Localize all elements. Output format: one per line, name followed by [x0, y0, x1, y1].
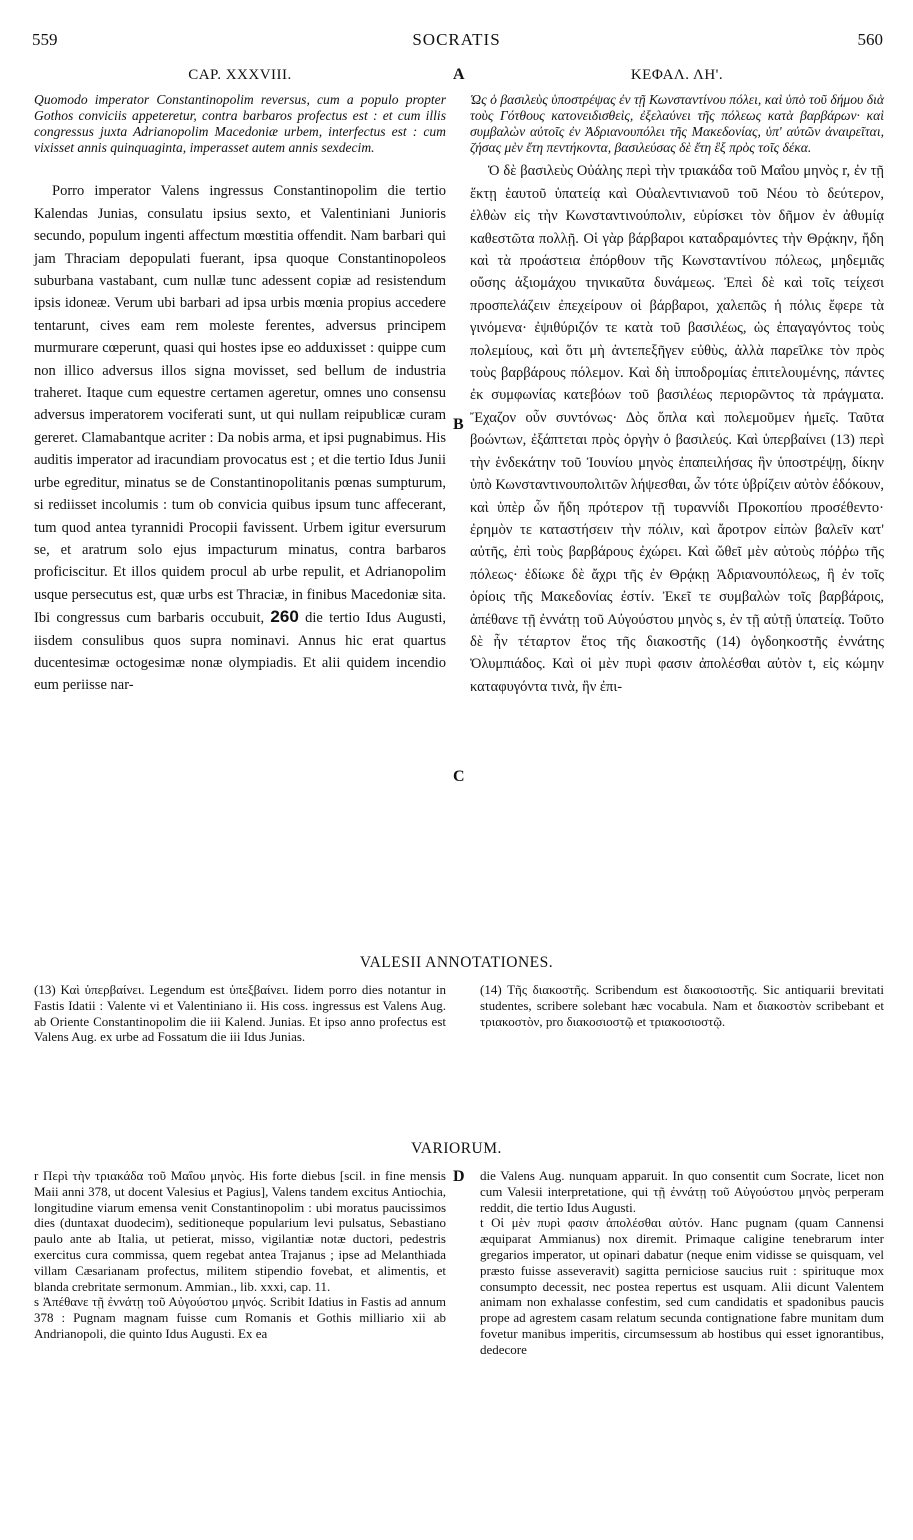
valesii-heading: VALESII ANNOTATIONES.	[359, 954, 554, 971]
variorum-heading: VARIORUM.	[411, 1140, 502, 1157]
latin-chapter-heading: CAP. XXXVIII.	[188, 67, 292, 83]
margin-letter-d: D	[453, 1168, 465, 1185]
latin-body-a: Porro imperator Valens ingressus Constantinopolim die tertio Kalendas Junias, consulatu ipsius sexto, et Valentiniani Junioris secundo, populum ingenti affectum mœstitia offendit. Nam barbari qui jam Thraciam depopulati fuerant, ipsa quoque Constantinopoleos suburbana vastabant, cum nullæ tunc adessent copiæ ad resistendum ipsis idoneæ. Verum ubi barbari ad ipsa urbis mœnia propius accedere tentarunt, cives eam rem moleste ferentes, adversus principem murmurare cœperunt, quasi qui hostes ipse eo adduxisset : quippe cum non illico adversus illos signa movisset, sed bellum de industria traheret. Itaque cum equestre certamen ageretur, omnes uno consensu adversus imperatorem vociferati sunt, ut qui nullam reipublicæ curam gereret. Clamabantque acriter : Da nobis arma, et ipsi pugnabimus. His auditis imperator ad iracundiam provocatus est ; et die tertio Idus Junii urbe egreditur, minatus se de Constantinopolitanis pœnas sumpturum, si rediisset incolumis : tum ob convicia quibus ipsum tunc affecerant, tum quod antea tyrannidi Procopii favissent. Urbem igitur eversurum se, et aratrum solo ejus impacturum minatus, contra barbaros proficiscitur. Et illos quidem procul ab urbe repulit, et Adrianopolim usque persecutus est, quæ urbs est Thraciæ, in finibus Macedoniæ sita. Ibi congressus cum barbaris occubuit,	[34, 183, 446, 627]
valesii-note-14: (14) Τῆς διακοστῆς. Scribendum est διακοσιοστῆς. Sic antiquarii brevitati studentes, scribere solebant hæc vocabula. Nam et διακοστὸν scribebant et τριακοστὸν, pro διακοσιοστῷ et τριακοσιοστῷ.	[480, 982, 884, 1029]
column-number: 260	[270, 607, 299, 627]
page-number-right: 560	[857, 30, 883, 49]
greek-body: Ὁ δὲ βασιλεὺς Οὐάλης περὶ τὴν τριακάδα τοῦ Μαΐου μηνὸς r, ἐν τῇ ἕκτῃ ἑαυτοῦ ὑπατείᾳ καὶ Οὐαλεντινιανοῦ τοῦ Νέου τὸ δεύτερον, ἐλθὼν εἰς τὴν Κωνσταντινούπολιν, εὑρίσκει τὸν δῆμον ἐν ἀθυμίᾳ καθεστῶτα πολλῇ. Οἱ γὰρ βάρβαροι καταδραμόντες τὴν Θρᾴκην, ἤδη καὶ τὰ προάστεια ἐπόρθουν τῆς Κωνσταντίνου πόλεως, μηδεμιᾶς οὔσης ἀξιομάχου τηνικαῦτα δυνάμεως. Ἐπεὶ δὲ καὶ τοῖς τείχεσι προσπελάζειν ἐπεχείρουν οἱ βάρβαροι, χαλεπῶς ἡ πόλις ἔφερε τὰ γινόμενα· ἐψιθύριζόν τε κατὰ τοῦ βασιλέως, ὡς ἐπαγαγόντος τοὺς πολεμίους, καὶ ὅτι μὴ ἀντεπεξῆγεν εὐθὺς, ἀλλὰ παρεῖλκε τὸν πρὸς τοὺς βαρβάρους πόλεμον. Καὶ δὴ ἱπποδρομίας ἐπιτελουμένης, πάντες ἐκ συμφωνίας κατεβόων τοῦ βασιλέως περιορῶντος τὰ πράγματα. Ἔχαζον οὖν συντόνως· Δὸς ὅπλα καὶ πολεμοῦμεν ἡμεῖς. Ταῦτα βοώντων, ἐξάπτεται πρὸς ὀργὴν ὁ βασιλεύς. Καὶ ὑπερβαίνει (13) περὶ τὴν ἑνδεκάτην τοῦ Ἰουνίου μηνὸς ἐπαπειλήσας ἣν ὑποστρέψῃ, δίκην ὑπὸ Κωνσταντινουπολιτῶν λήψεσθαι, ὧν τότε ὑβρίζειν αὐτὸν ἐδόκουν, καὶ ὑπὲρ ὧν ἤδη πρότερον τῇ τυραννίδι Προκοπίου προσέθεντο· ἐρημὸν τε καταστήσειν τὴν πόλιν, καὶ ἄροτρον εἰπὼν βαλεῖν κατ' αὐτῆς, ἐπὶ τοὺς βαρβάρους ἐχώρει. Καὶ ὤθεῖ μὲν αὐτοὺς πόῤῥω τῆς πόλεως· ἐδίωκε δὲ ἄχρι τῆς ἐν Θρᾴκῃ Ἀδριανουπόλεως, ἣ ἐν τοῖς ὁρίοις τῆς Μακεδονίας ἐστίν. Ἐκεῖ τε συμβαλὼν τοῖς βαρβάροις, ἀπέθανε τῇ ἐννάτῃ τοῦ Αὐγούστου μηνὸς s, ἐν τῇ αὐτῇ ὑπατείᾳ. Τοῦτο δὲ ἦν τέταρτον ἔτος τῆς διακοστῆς (14) ὀγδοηκοστῆς ἐννάτης Ὀλυμπιάδος. Καὶ οἱ μὲν πυρὶ φασιν ἀπολέσθαι αὐτὸν t, εἰς κώμην καταφυγόντα τινὰ, ἣν ἐπι-	[470, 163, 884, 695]
latin-column	[34, 64, 446, 697]
margin-letter-a: A	[453, 66, 465, 83]
latin-summary: Quomodo imperator Constantinopolim reversus, cum a populo propter Gothos conviciis appeteretur, contra barbaros profectus est : et cum illis congressus juxta Adrianopolim Macedoniæ urbem, interfectus est : cum vixisset annis quinquaginta, imperasset autem annis sexdecim.	[34, 92, 446, 156]
page-number-left: 559	[32, 30, 58, 49]
margin-letter-b: B	[453, 416, 464, 433]
valesii-note-13: (13) Καὶ ὑπερβαίνει. Legendum est ὑπεξβαίνει. Iidem porro dies notantur in Fastis Idatii : Valente vi et Valentiniano ii. His coss. ingressus est Valens Aug. ab Oriente Constantinopolim die iii Kalend. Junias. Et ipso anno profectus est Valens Aug. ex urbe ad Fossatum die iii Idus Junias.	[34, 982, 446, 1045]
greek-chapter-heading: ΚΕΦΑΛ. ΛΗ'.	[630, 67, 724, 83]
greek-column	[470, 64, 884, 698]
greek-summary: Ὡς ὁ βασιλεὺς ὑποστρέψας ἐν τῇ Κωνσταντίνου πόλει, καὶ ὑπὸ τοῦ δήμου διὰ τοὺς Γότθους κατονειδισθεὶς, ἐξελαύνει τῆς πόλεως κατὰ βαρβάρων· καὶ συμβαλὼν αὐτοῖς ἐν Ἀδριανουπόλει τῆς Μακεδονίας, ὑπ' αὐτῶν ἀναιρεῖται, ζήσας μὲν ἔτη πεντήκοντα, βασιλεύσας δὲ ἔτη ἓξ πρὸς τοῖς δέκα.	[470, 92, 884, 156]
latin-body	[34, 180, 446, 696]
margin-letter-c: C	[453, 768, 465, 785]
latin-body-b: die tertio Idus Augusti, iisdem consulibus quos supra nominavi. Annus hic erat quartus ducentesimæ octogesimæ nonæ olympiadis. Et alii quidem incendio eum periisse nar-	[34, 610, 446, 694]
running-title: SOCRATIS	[412, 30, 501, 49]
variorum-notes-left: r Περὶ τὴν τριακάδα τοῦ Μαΐου μηνὸς. His forte diebus [scil. in fine mensis Maii anni 378, ut docent Valesius et Pagius], Valens tandem excitus Antiochia, longitudine viarum emensa venit Constantinopolim : ubi moratus paucissimos dies (duntaxat duodecim), seditioneque popularium levi pulsatus, Sebastiano paulo ante ab Italia, ut petierat, misso, vigilantiæ notæ ductori, pedestris exercitus cura commissa, quem regebat antea Trajanus ; ipse ad Melanthiada villam Cæsarianam profectus, militem stipendio fovebat, et alimentis, et blanda crebritate sermonum. Ammian., lib. xxxi, cap. 11. s Ἀπέθανε τῇ ἐννάτῃ τοῦ Αὐγούστου μηνός. Scribit Idatius in Fastis ad annum 378 : Pugnam magnam fuisse cum Romanis et Gothis milliario xii ab Andrianopoli, die quinto Idus Augusti. Ex ea	[34, 1168, 446, 1341]
variorum-notes-right: die Valens Aug. nunquam apparuit. In quo consentit cum Socrate, licet non cum Valesii interpretatione, qui τῇ ἐννάτῃ τοῦ Αὐγούστου μηνὸς perperam reddit, die tertio Idus Augusti. t Οἱ μὲν πυρὶ φασιν ἀπολέσθαι αὐτόν. Hanc pugnam (quam Cannensi æquiparat Ammianus) nox diremit. Primaque caligine tenebrarum inter gregarios imperator, ut opinari dabatur (neque enim vidisse se quisquam, vel præsto fuisse asseveravit) sagitta perniciose saucius ruit : spirituque mox consumpto decessit, nec postea repertus est usquam. Alii dicunt Valentem animam non exhalasse confestim, sed cum candidatis et spadonibus paucis prope ad agrestem casam relatum secunda contignatione fabre munitam dum fovetur manibus imperitis, circumsessum ab hostibus qui esset ignorantibus, dedecore	[480, 1168, 884, 1357]
